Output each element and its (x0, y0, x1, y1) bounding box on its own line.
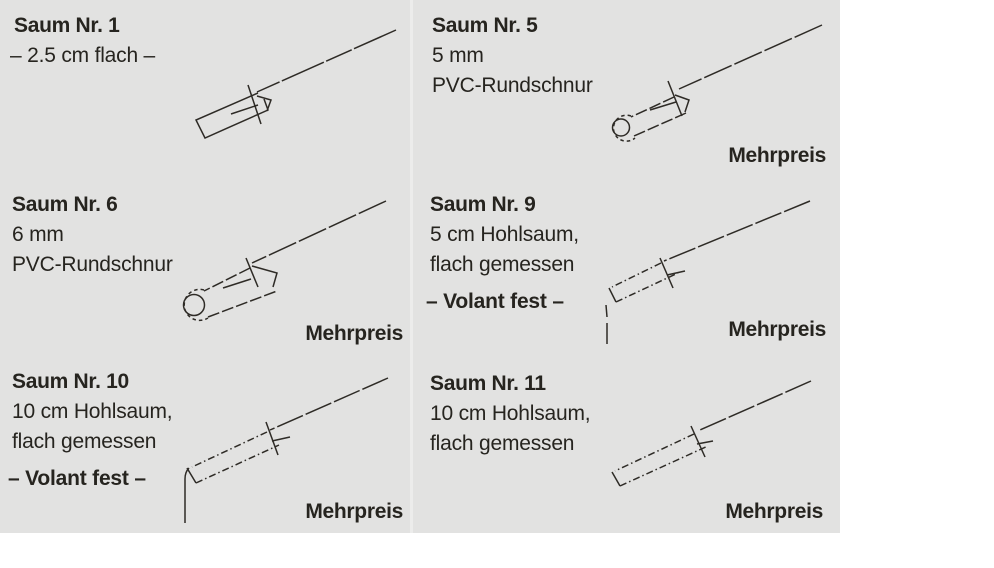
saum-1-flat-hem-drawing (196, 30, 396, 138)
scan-seam-divider (410, 0, 413, 533)
panel-description: PVC-Rundschnur (12, 253, 173, 276)
panel-description: flach gemessen (430, 432, 575, 455)
panel-title: Saum Nr. 10 (12, 370, 129, 393)
saum-6-pvc-cord-drawing (184, 201, 387, 320)
saum-5-pvc-cord-drawing (613, 25, 823, 141)
saum-11-hohlsaum-drawing (612, 381, 811, 486)
mehrpreis-label: Mehrpreis (725, 500, 823, 523)
panel-title: Saum Nr. 11 (430, 372, 546, 395)
panel-description: 5 cm Hohlsaum, (430, 223, 579, 246)
saum-panel-11 (430, 369, 590, 459)
panel-description: 5 mm (432, 44, 484, 67)
panel-title: Saum Nr. 9 (430, 193, 536, 216)
saum-panel-1 (10, 11, 156, 71)
saum-panel-9 (426, 190, 579, 317)
mehrpreis-label: Mehrpreis (305, 322, 403, 345)
valance-note: – Volant fest – (8, 467, 146, 490)
panel-description: 10 cm Hohlsaum, (12, 400, 173, 423)
panel-title: Saum Nr. 1 (14, 14, 120, 37)
panel-description: 6 mm (12, 223, 64, 246)
mehrpreis-label: Mehrpreis (305, 500, 403, 523)
panel-description: 10 cm Hohlsaum, (430, 402, 591, 425)
saum-panel-10 (8, 367, 173, 494)
mehrpreis-label: Mehrpreis (728, 318, 826, 341)
panel-title: Saum Nr. 5 (432, 14, 538, 37)
panel-description: PVC-Rundschnur (432, 74, 593, 97)
mehrpreis-label: Mehrpreis (728, 144, 826, 167)
panel-title: Saum Nr. 6 (12, 193, 118, 216)
panel-description: flach gemessen (12, 430, 157, 453)
panel-description: – 2.5 cm flach – (10, 44, 156, 67)
valance-note: – Volant fest – (426, 290, 564, 313)
saum-panel-6 (12, 190, 173, 280)
panel-description: flach gemessen (430, 253, 575, 276)
saum-panel-5 (432, 11, 593, 101)
